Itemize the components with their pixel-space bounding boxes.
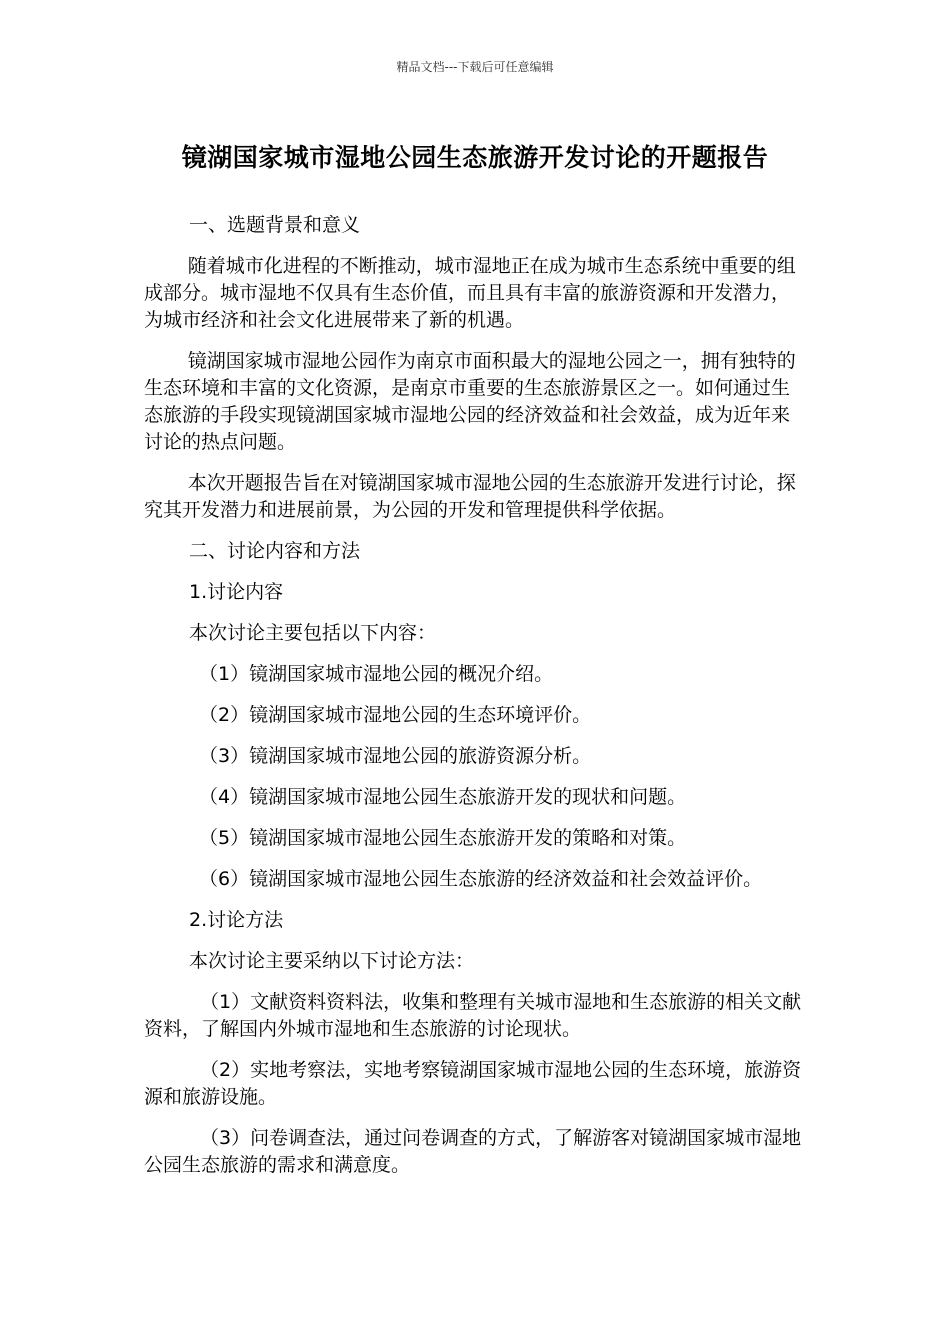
- section-heading-content-methods: 二、讨论内容和方法: [189, 540, 361, 562]
- section-heading-background: 一、选题背景和意义: [189, 214, 361, 236]
- method-list-item: （2）实地考察法，实地考察镜湖国家城市湿地公园的生态环境，旅游资源和旅游设施。: [144, 1059, 802, 1108]
- content-list-item: （1）镜湖国家城市湿地公园的概况介绍。: [199, 663, 554, 685]
- method-list-item: （1）文献资料资料法，收集和整理有关城市湿地和生态旅游的相关文献资料，了解国内外城市湿地和生态旅游的讨论现状。: [144, 991, 802, 1040]
- content-list-item: （6）镜湖国家城市湿地公园生态旅游的经济效益和社会效益评价。: [199, 868, 763, 890]
- content-list-item: （3）镜湖国家城市湿地公园的旅游资源分析。: [199, 745, 592, 767]
- paragraph-background-2: 镜湖国家城市湿地公园作为南京市面积最大的湿地公园之一，拥有独特的生态环境和丰富的文化资源，是南京市重要的生态旅游景区之一。如何通过生态旅游的手段实现镜湖国家城市湿地公园的经济效益和社会效益，成为近年来讨论的热点问题。: [144, 350, 796, 453]
- paragraph-background-1: 随着城市化进程的不断推动，城市湿地正在成为城市生态系统中重要的组成部分。城市湿地不仅具有生态价值，而且具有丰富的旅游资源和开发潜力，为城市经济和社会文化进展带来了新的机遇。: [144, 255, 796, 331]
- content-list-item: （2）镜湖国家城市湿地公园的生态环境评价。: [199, 704, 592, 726]
- method-intro: 本次讨论主要采纳以下讨论方法：: [189, 950, 475, 972]
- content-list-item: （4）镜湖国家城市湿地公园生态旅游开发的现状和问题。: [199, 786, 687, 808]
- subsection-heading-methods: 2.讨论方法: [189, 909, 284, 931]
- document-title: 镜湖国家城市湿地公园生态旅游开发讨论的开题报告: [181, 143, 769, 172]
- method-list-item: （3）问卷调查法，通过问卷调查的方式，了解游客对镜湖国家城市湿地公园生态旅游的需求和满意度。: [144, 1127, 802, 1176]
- document-body: [144, 212, 808, 1193]
- content-list-item: （5）镜湖国家城市湿地公园生态旅游开发的策略和对策。: [199, 827, 687, 849]
- content-intro: 本次讨论主要包括以下内容：: [189, 622, 437, 644]
- header-note: 精品文档---下载后可任意编辑: [396, 60, 554, 74]
- subsection-heading-content: 1.讨论内容: [189, 581, 284, 603]
- paragraph-background-3: 本次开题报告旨在对镜湖国家城市湿地公园的生态旅游开发进行讨论，探究其开发潜力和进展前景，为公园的开发和管理提供科学依据。: [144, 472, 796, 521]
